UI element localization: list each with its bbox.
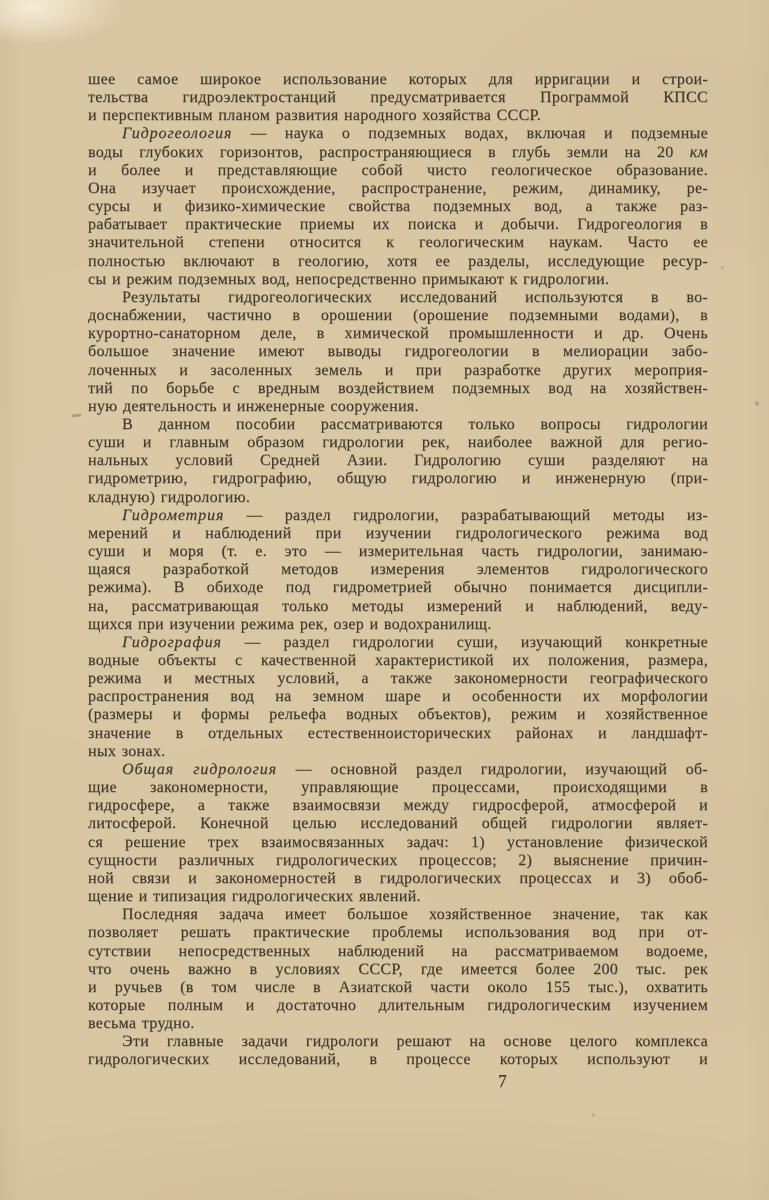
text-line: Последняя задача имеет большое хозяйственное значение, так как: [122, 906, 708, 924]
text-line: суши и моря (т. е. это — измерительная часть гидрологии, занимаю-: [88, 543, 708, 561]
term-italic: Гидрометрия: [122, 506, 225, 524]
term-italic: Общая гидрология: [122, 760, 277, 778]
text-line: и более и представляющие собой чисто геологическое образование.: [88, 161, 708, 179]
text-line: [88, 144, 708, 162]
text-line: литосферой. Конечной целью исследований общей гидрологии являет-: [88, 815, 708, 833]
text-line: позволяет решать практические проблемы использования вод при от-: [88, 924, 708, 942]
text-line: рабатывает практические приемы их поиска и добычи. Гидрогеология в: [88, 216, 708, 234]
text-line: лоченных и засоленных земель и при разработке других мероприя-: [88, 361, 708, 379]
text-segment: — раздел гидрологии, разрабатывающий методы из-: [224, 506, 708, 524]
text-line: [88, 507, 708, 525]
text-line: ную деятельность и инженерные сооружения.: [88, 397, 419, 415]
paragraph: [88, 634, 708, 761]
text-line: ся решение трех взаимосвязанных задач: 1) установление физической: [88, 833, 708, 851]
text-line: шее самое широкое использование которых для ирригации и строи-: [88, 71, 708, 88]
text-line: В данном пособии рассматриваются только вопросы гидрологии: [122, 415, 708, 433]
scan-speck: [592, 1113, 595, 1117]
text-line: щаяся разработкой методов измерения элементов гидрологического: [88, 561, 708, 579]
text-line: и перспективным планом развития народного хозяйства СССР.: [88, 107, 542, 125]
text-line: доснабжении, частично в орошении (орошение подземными водами), в: [88, 307, 708, 325]
text-line: полностью включают в геологию, хотя ее разделы, исследующие ресур-: [88, 252, 708, 270]
paragraph: [88, 125, 708, 288]
text-line: которые полным и достаточно длительным гидрологическим изучением: [88, 996, 708, 1014]
text-block: [88, 71, 708, 1070]
text-line: на, рассматривающая только методы измерений и наблюдений, веду-: [88, 597, 708, 615]
scan-speck: [755, 401, 759, 406]
text-line: водные объекты с качественной характеристикой их положения, размера,: [88, 652, 708, 669]
text-line: кладную) гидрологию.: [88, 488, 251, 506]
text-line: ных зонах.: [88, 742, 166, 760]
paragraph: [88, 289, 708, 416]
paragraph: [88, 906, 708, 1033]
text-line: тельства гидроэлектростанций предусматривается Программой КПСС: [88, 89, 708, 107]
text-line: распространения вод на земном шаре и особенности их морфологии: [88, 688, 708, 706]
text-line: значение в отдельных естественноисторических районах и ландшафт-: [88, 724, 708, 742]
paragraph: [88, 761, 708, 906]
text-line: режима). В обиходе под гидрометрией обычно понимается дисципли-: [88, 579, 708, 597]
text-line: нальных условий Средней Азии. Гидрологию суши разделяют на: [88, 452, 708, 470]
text-line: (размеры и формы рельефа водных объектов), режим и хозяйственное: [88, 706, 708, 724]
paragraph: [88, 1033, 708, 1069]
scan-speck: [72, 413, 81, 417]
page-number: 7: [498, 1071, 507, 1091]
unit-italic: км: [689, 143, 708, 161]
text-line: щение и типизация гидрологических явлений.: [88, 888, 421, 906]
text-line: и ручьев (в том числе в Азиатской части около 155 тыс.), охватить: [88, 978, 708, 996]
text-line: гидрологических исследований, в процессе которых используют и: [88, 1051, 708, 1069]
text-segment: воды глубоких горизонтов, распространяющиеся в глубь земли на 20: [88, 143, 690, 161]
text-line: суши и главным образом гидрологии рек, наиболее важной для регио-: [88, 434, 708, 452]
text-line: что очень важно в условиях СССР, где имеется более 200 тыс. рек: [88, 960, 708, 978]
text-line: [88, 125, 708, 143]
paragraph: [88, 507, 708, 634]
text-line: курортно-санаторном деле, в химической промышленности и др. Очень: [88, 325, 708, 343]
text-line: сы и режим подземных вод, непосредственно примыкают к гидрологии.: [88, 270, 610, 288]
text-segment: — основной раздел гидрологии, изучающий об-: [276, 760, 708, 778]
text-line: весьма трудно.: [88, 1015, 195, 1033]
term-italic: Гидрогеология: [122, 125, 233, 143]
text-line: [88, 761, 708, 779]
text-line: ной связи и закономерностей в гидрологических процессах и 3) обоб-: [88, 869, 708, 887]
scan-speck: [721, 266, 724, 269]
text-line: большое значение имеют выводы гидрогеологии в мелиорации забо-: [88, 343, 708, 361]
text-line: тий по борьбе с вредным воздействием подземных вод на хозяйствен-: [88, 379, 708, 397]
text-line: Результаты гидрогеологических исследований используются в во-: [122, 288, 708, 306]
text-line: режима и местных условий, а также закономерности географического: [88, 670, 708, 688]
text-line: сущности различных гидрологических процессов; 2) выяснение причин-: [88, 851, 708, 869]
text-line: щие закономерности, управляющие процессами, происходящими в: [88, 779, 708, 797]
text-line: сурсы и физико-химические свойства подземных вод, а также раз-: [88, 198, 708, 216]
text-line: гидрометрию, гидрографию, общую гидрологию и инженерную (при-: [88, 470, 708, 488]
text-line: гидросфере, а также взаимосвязи между гидросферой, атмосферой и: [88, 797, 708, 815]
text-line: щихся при изучении режима рек, озер и водохранилищ.: [88, 615, 492, 633]
term-italic: Гидрография: [122, 633, 222, 651]
paragraph: [88, 71, 708, 125]
text-segment: — раздел гидрологии суши, изучающий конкретные: [221, 633, 708, 651]
text-line: мерений и наблюдений при изучении гидрологического режима вод: [88, 524, 708, 542]
text-line: значительной степени относится к геологическим наукам. Часто ее: [88, 234, 708, 252]
paragraph: [88, 416, 708, 507]
text-line: Она изучает происхождение, распространение, режим, динамику, ре-: [88, 179, 708, 197]
text-line: [88, 634, 708, 652]
text-line: сутствии непосредственных наблюдений на рассматриваемом водоеме,: [88, 942, 708, 960]
text-line: Эти главные задачи гидрологи решают на основе целого комплекса: [122, 1033, 708, 1051]
text-segment: — наука о подземных водах, включая и подземные: [232, 125, 708, 143]
